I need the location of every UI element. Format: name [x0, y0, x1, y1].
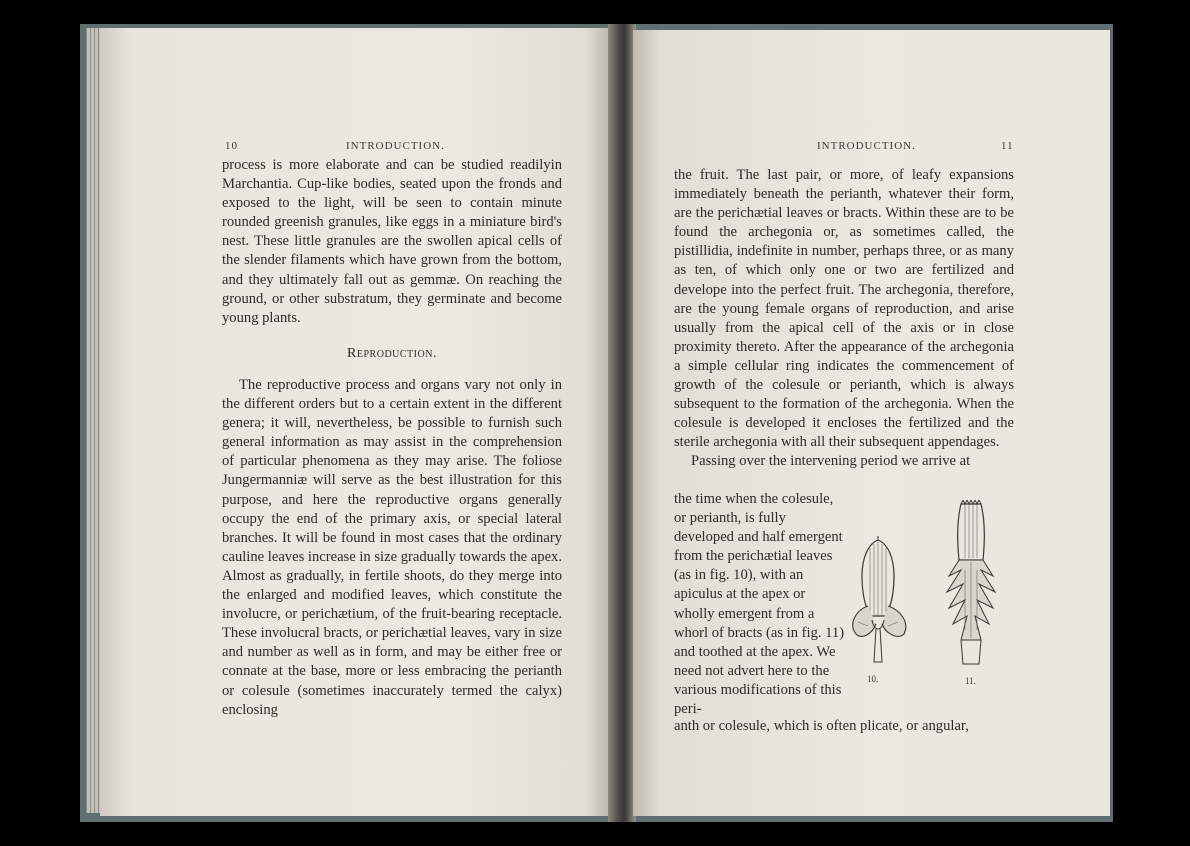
section-heading: Reproduction. — [347, 346, 437, 361]
left-paragraph-2: The reproductive process and organs vary not only in the different orders but to a certain extent in the different genera; it will, nevertheless, be possible to furnish such general information as may assist in the comprehension of particular phenomena as they may arise. The foliose Jungermanniæ will serve as the best illustration for this purpose, and here the reproductive organs generally occupy the end of the primary axis, or special lateral branches. It will be found in most cases that the ordinary cauline leaves increase in size gradually towards the apex. Almost as gradually, in fertile shoots, do they merge into the enlarged and modified leaves, which constitute the involucre, or perichætium, of the fruit-bearing receptacle. These involucral bracts, or perichætial leaves, vary in size and number as well as in form, and may be either free or connate at the base, more or less embracing the perianth or colesule (sometimes inaccurately termed the calyx) enclosing — [222, 377, 562, 718]
right-paragraph-2-wrapped: the time when the colesule, or perianth, is fully developed and half emergent from the perichætial leaves (as in fig. 10), with an apiculus at the apex or wholly emergent from a whorl of bracts (as in fig. 11) and toothed at the apex. We need not advert here to the various modifications of this peri- — [674, 491, 845, 718]
right-body-top — [674, 166, 1014, 472]
left-body-top — [222, 156, 562, 328]
right-paragraph-2-first-line: Passing over the intervening period we arrive at — [691, 453, 971, 470]
left-page — [100, 28, 610, 816]
figure-10-perianth-illustration — [838, 536, 918, 666]
left-running-head: INTRODUCTION. — [346, 140, 445, 152]
figure-11-perianth-illustration — [931, 500, 1011, 670]
right-paragraph-2-last-line: anth or colesule, which is often plicate, or angular, — [674, 718, 969, 734]
left-page-number: 10 — [225, 140, 238, 152]
right-running-head: INTRODUCTION. — [817, 140, 916, 152]
right-page-number: 11 — [1001, 140, 1014, 152]
right-body-bottom — [674, 717, 1014, 736]
figure-10-label: 10. — [867, 674, 879, 684]
figure-11-label: 11. — [965, 676, 976, 686]
right-body-wrapped — [674, 490, 846, 719]
right-page — [633, 30, 1110, 816]
book-gutter — [608, 24, 636, 822]
left-paragraph-1: process is more elaborate and can be studied readilyin Marchantia. Cup-like bodies, seated upon the fronds and exposed to the light, will be seen to contain minute rounded greenish granules, like eggs in a miniature bird's nest. These little granules are the swollen apical cells of the slender filaments which have grown from the bottom, and they ultimately fall out as gemmæ. On reaching the ground, or other substratum, they germinate and become young plants. — [222, 157, 562, 326]
right-paragraph-1: the fruit. The last pair, or more, of leafy expansions immediately beneath the perianth, whatever their form, are the perichætial leaves or bracts. Within these are to be found the archegonia or, as sometimes called, the pistillidia, indefinite in number, perhaps three, or as many as ten, of which only one or two are fertilized and develope into the perfect fruit. The archegonia, therefore, are the young female organs of reproduction, and arise usually from the apical cell of the axis or in close proximity thereto. After the appearance of the archegonia a simple cellular ring indicates the commencement of growth of the colesule or perianth, which is always subsequent to the formation of the archegonia. When the colesule is developed it encloses the fertilized and the sterile archegonia with all their subsequent appendages. — [674, 167, 1014, 451]
left-body-bottom — [222, 376, 562, 720]
